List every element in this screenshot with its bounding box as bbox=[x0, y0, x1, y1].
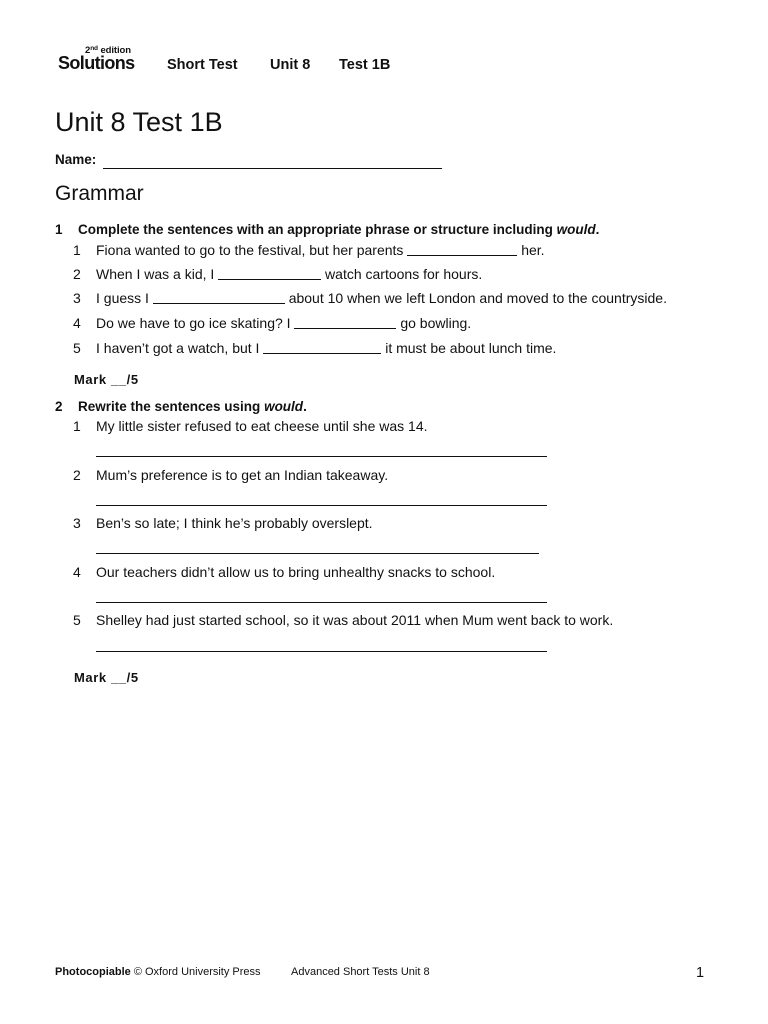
q2-instruction-end: . bbox=[303, 399, 307, 414]
footer-copyright bbox=[55, 966, 261, 978]
q1-instruction-text: Complete the sentences with an appropriate phrase or structure including bbox=[78, 222, 557, 237]
q2-mark: Mark __/5 bbox=[74, 670, 139, 685]
q2-item-text: My little sister refused to eat cheese until she was 14. bbox=[96, 418, 428, 434]
q1-item-text-after: about 10 when we left London and moved to the countryside. bbox=[284, 290, 667, 306]
footer-press: © Oxford University Press bbox=[130, 966, 261, 978]
q1-item-number: 1 bbox=[73, 242, 81, 258]
page-title: Unit 8 Test 1B bbox=[55, 107, 223, 137]
q1-item-text-before: When I was a kid, I bbox=[96, 266, 219, 282]
answer-blank[interactable] bbox=[153, 291, 285, 304]
q1-instruction bbox=[78, 222, 599, 237]
q2-item-text: Ben’s so late; I think he’s probably overslept. bbox=[96, 515, 373, 531]
answer-blank[interactable] bbox=[218, 267, 321, 280]
solutions-logo bbox=[58, 44, 150, 74]
q1-item bbox=[96, 340, 556, 356]
q2-item-text: Mum’s preference is to get an Indian takeaway. bbox=[96, 467, 389, 483]
answer-line[interactable] bbox=[96, 602, 547, 603]
q2-item-text: Our teachers didn’t allow us to bring unhealthy snacks to school. bbox=[96, 564, 496, 580]
answer-blank[interactable] bbox=[407, 243, 517, 256]
logo-brand: Solutions bbox=[58, 53, 135, 73]
header-test: Test 1B bbox=[339, 57, 391, 73]
q1-item-number: 3 bbox=[73, 290, 81, 306]
q2-instruction bbox=[78, 399, 307, 414]
q1-item-text-before: I guess I bbox=[96, 290, 153, 306]
q1-instruction-keyword: would bbox=[556, 222, 596, 237]
q1-item-text-before: Fiona wanted to go to the festival, but her parents bbox=[96, 242, 408, 258]
q1-item-text-after: watch cartoons for hours. bbox=[321, 266, 483, 282]
logo-edition-suffix: nd bbox=[90, 45, 98, 52]
q2-item-number: 2 bbox=[73, 467, 81, 483]
q2-item-number: 1 bbox=[73, 418, 81, 434]
q1-instruction-end: . bbox=[595, 222, 600, 237]
q1-item-text-after: her. bbox=[517, 242, 545, 258]
q1-item bbox=[96, 266, 482, 282]
q1-item bbox=[96, 315, 471, 331]
q1-number: 1 bbox=[55, 222, 63, 237]
q1-item bbox=[96, 242, 545, 258]
logo-edition-number: 2 bbox=[85, 45, 91, 56]
q2-number: 2 bbox=[55, 399, 63, 414]
logo-edition-word: edition bbox=[100, 45, 131, 56]
answer-blank[interactable] bbox=[263, 341, 381, 354]
header-unit: Unit 8 bbox=[270, 57, 311, 73]
q2-instruction-keyword: would bbox=[264, 399, 304, 414]
q2-item-text: Shelley had just started school, so it was about 2011 when Mum went back to work. bbox=[96, 612, 614, 628]
q1-item-number: 2 bbox=[73, 266, 81, 282]
answer-line[interactable] bbox=[96, 651, 547, 652]
answer-line[interactable] bbox=[96, 553, 539, 554]
q1-mark: Mark __/5 bbox=[74, 372, 139, 387]
q2-instruction-text: Rewrite the sentences using bbox=[78, 399, 265, 414]
q1-item-text-before: I haven’t got a watch, but I bbox=[96, 340, 264, 356]
q2-item-number: 3 bbox=[73, 515, 81, 531]
q1-item-number: 5 bbox=[73, 340, 81, 356]
q1-item-number: 4 bbox=[73, 315, 81, 331]
answer-line[interactable] bbox=[96, 505, 547, 506]
q2-item-number: 5 bbox=[73, 612, 81, 628]
name-field[interactable] bbox=[103, 168, 442, 169]
footer-series: Advanced Short Tests Unit 8 bbox=[291, 966, 430, 978]
header-short-test: Short Test bbox=[167, 57, 238, 73]
q1-item bbox=[96, 290, 667, 306]
footer-photocopiable: Photocopiable bbox=[55, 966, 131, 978]
page-number: 1 bbox=[696, 965, 705, 981]
section-heading: Grammar bbox=[55, 182, 144, 205]
q1-item-text-after: it must be about lunch time. bbox=[381, 340, 557, 356]
answer-blank[interactable] bbox=[294, 316, 396, 329]
q2-item-number: 4 bbox=[73, 564, 81, 580]
answer-line[interactable] bbox=[96, 456, 547, 457]
name-label: Name: bbox=[55, 152, 97, 167]
q1-item-text-after: go bowling. bbox=[396, 315, 472, 331]
q1-item-text-before: Do we have to go ice skating? I bbox=[96, 315, 295, 331]
